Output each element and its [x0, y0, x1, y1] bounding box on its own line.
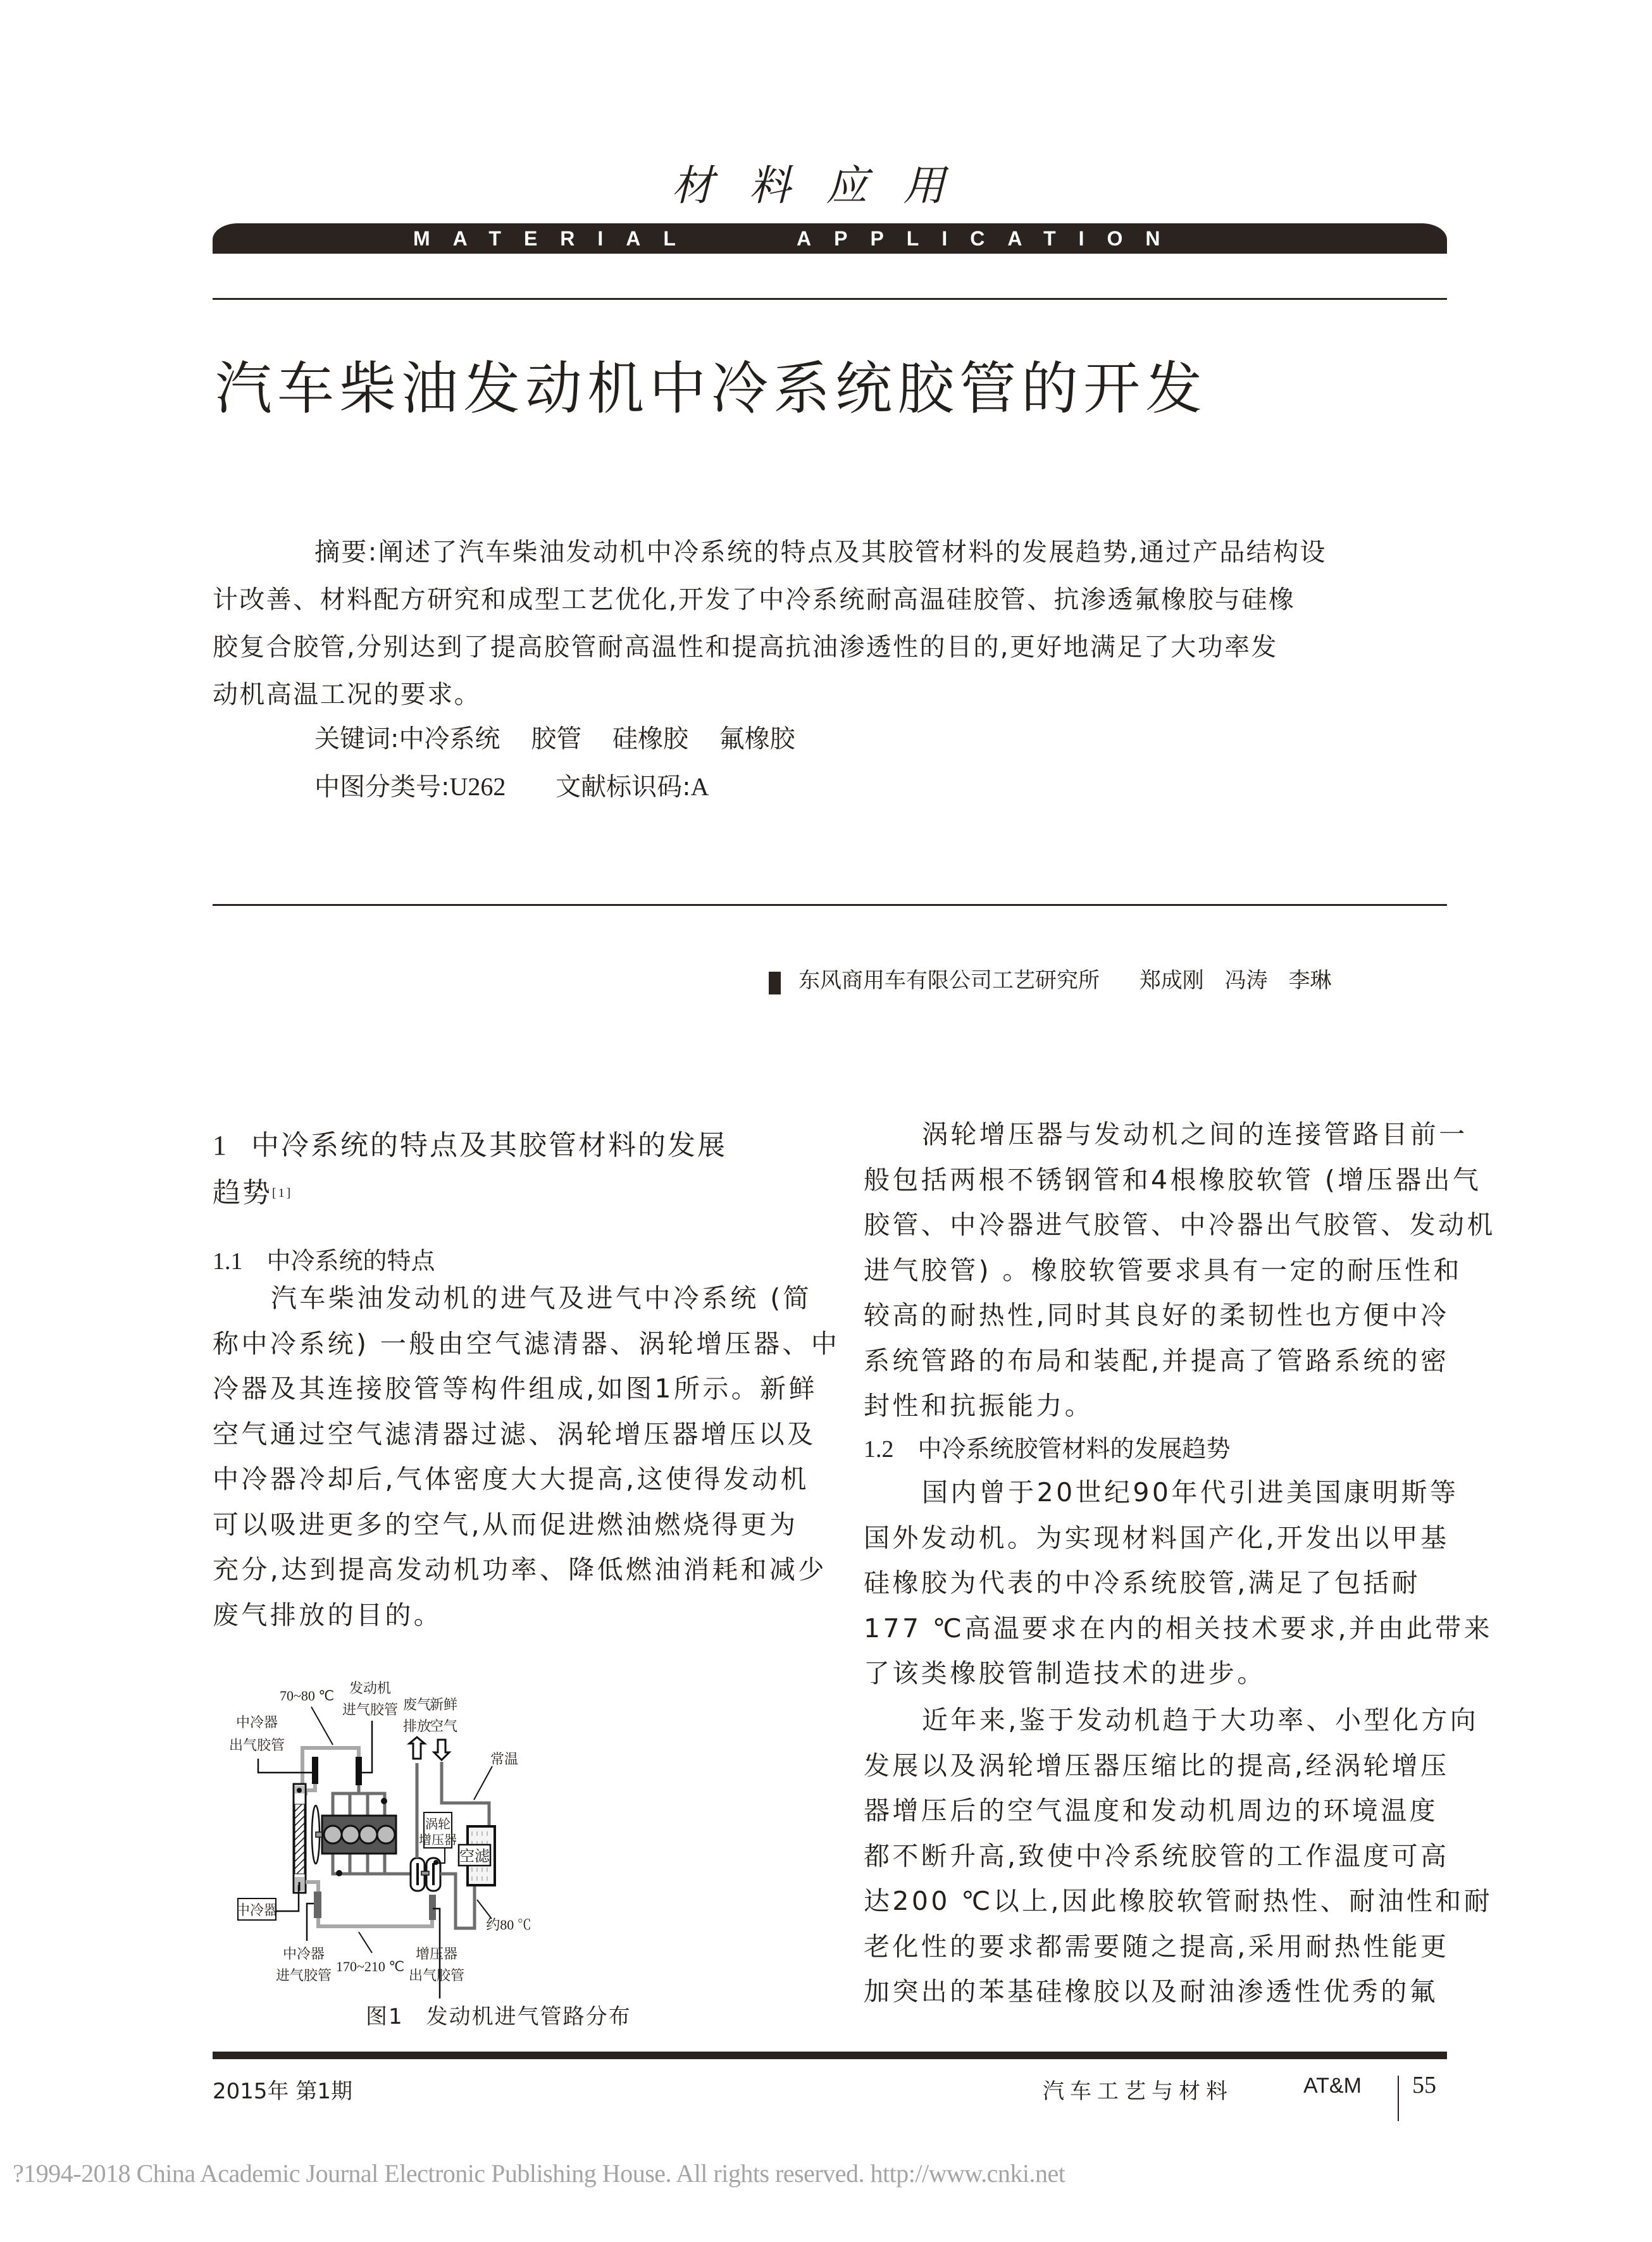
paragraph-line: 中冷器冷却后,气体密度大大提高,这使得发动机	[213, 1464, 809, 1494]
air-filter-label: 空滤	[459, 1847, 490, 1865]
ic-inlet-hose-label: 进气胶管	[275, 1968, 332, 1984]
cylinder	[324, 1826, 342, 1843]
paragraph-line: 废气排放的目的。	[213, 1599, 443, 1630]
fresh-air-label: 新鲜	[429, 1697, 458, 1713]
booster-outlet-hose	[429, 1895, 436, 1920]
section-title: 中冷系统的特点及其胶管材料的发展	[251, 1129, 727, 1161]
paragraph-line: 都不断升高,致使中冷系统胶管的工作温度可高	[864, 1840, 1450, 1871]
paragraph	[864, 1112, 1496, 1429]
paragraph-line: 器增压后的空气温度和发动机周边的环境温度	[864, 1795, 1438, 1826]
paragraph-line: 国外发动机。为实现材料国产化,开发出以甲基	[864, 1522, 1450, 1553]
paragraph-line: 了该类橡胶管制造技术的进步。	[864, 1658, 1266, 1688]
paragraph-line: 充分,达到提高发动机功率、降低燃油消耗和减少	[213, 1554, 827, 1585]
subsection-1-2-heading	[864, 1430, 1231, 1468]
journal-name-en: AT&M	[1303, 2074, 1362, 2098]
abstract-line: 胶复合胶管,分别达到了提高胶管耐高温性和提高抗油渗透性的目的,更好地满足了大功率发	[213, 633, 1278, 662]
author: 李琳	[1288, 968, 1332, 993]
exhaust-label: 废气	[402, 1697, 432, 1713]
paragraph-line: 冷器及其连接胶管等构件组成,如图1所示。新鲜	[213, 1373, 817, 1404]
subsection-number: 1.1	[213, 1248, 243, 1275]
temp-label-80: 约80 ℃	[486, 1917, 531, 1933]
ic-inlet-hose	[314, 1892, 321, 1918]
paragraph-line: 发展以及涡轮增压器压缩比的提高,经涡轮增压	[864, 1750, 1450, 1781]
doc-code-value: A	[690, 772, 709, 801]
engine-intake-hose-label: 进气胶管	[342, 1702, 399, 1718]
ic-outlet-hose-label: 出气胶管	[228, 1738, 285, 1754]
engine-intake-hose-label: 发动机	[349, 1681, 392, 1697]
subsection-title: 中冷系统胶管材料的发展趋势	[917, 1435, 1231, 1463]
paragraph-line: 近年来,鉴于发动机趋于大功率、小型化方向	[922, 1705, 1479, 1735]
temp-label-bottom: 170~210 ℃	[335, 1959, 405, 1974]
booster-outlet-hose-label: 出气胶管	[408, 1968, 465, 1984]
classification	[314, 763, 709, 811]
turbo-label: 增压器	[419, 1832, 457, 1847]
section-band-label	[213, 223, 1447, 254]
clc-label: 中图分类号:	[314, 772, 450, 802]
subsection-number: 1.2	[864, 1436, 894, 1463]
cylinder	[377, 1826, 395, 1843]
pipe-ic-to-engine	[302, 1748, 359, 1790]
keyword: 胶管	[531, 724, 582, 753]
paragraph-line: 进气胶管) 。橡胶软管要求具有一定的耐压性和	[864, 1254, 1462, 1285]
paragraph-line: 系统管路的布局和装配,并提高了管路系统的密	[864, 1345, 1450, 1376]
ambient-temp-label: 常温	[490, 1752, 519, 1768]
ic-outlet-hose-label: 中冷器	[235, 1715, 278, 1731]
paragraph-line: 加突出的苯基硅橡胶以及耐油渗透性优秀的氟	[864, 1976, 1438, 2007]
doc-code-label: 文献标识码:	[556, 772, 691, 802]
figure-1-diagram	[228, 1670, 823, 1999]
article-title: 汽车柴油发动机中冷系统胶管的开发	[215, 356, 1207, 422]
paragraph-line: 老化性的要求都需要随之提高,采用耐热性能更	[864, 1931, 1450, 1962]
header-rule	[213, 298, 1447, 300]
temp-label-top: 70~80 ℃	[279, 1688, 335, 1704]
paragraph-line: 较高的耐热性,同时其良好的柔韧性也方便中冷	[864, 1300, 1450, 1330]
copyright-watermark: ?1994-2018 China Academic Journal Electronic Publishing House. All rights reserved. http://www.cnki.net	[13, 2159, 1065, 2188]
paragraph-line: 硅橡胶为代表的中冷系统胶管,满足了包括耐	[864, 1568, 1421, 1598]
exhaust-manifold	[333, 1854, 418, 1874]
footer-bar	[213, 2052, 1447, 2059]
fresh-air-label: 空气	[429, 1719, 458, 1735]
band-word-material: MATERIAL	[413, 227, 699, 250]
paragraph-line: 称中冷系统) 一般由空气滤清器、涡轮增压器、中	[213, 1328, 840, 1359]
cylinder	[342, 1826, 359, 1843]
paragraph-line: 国内曾于20世纪90年代引进美国康明斯等	[922, 1477, 1459, 1508]
paragraph-line: 空气通过空气滤清器过滤、涡轮增压器增压以及	[213, 1418, 816, 1449]
page-number: 55	[1412, 2072, 1436, 2098]
ic-outlet-hose	[312, 1757, 318, 1784]
section-title-cont: 趋势	[213, 1177, 272, 1209]
affiliation-marker	[769, 972, 781, 994]
keyword: 中冷系统	[399, 724, 500, 753]
footer-divider	[1398, 2076, 1399, 2121]
exhaust-arrow-icon	[409, 1737, 425, 1759]
keywords-label: 关键词:	[314, 724, 399, 753]
paragraph	[864, 1470, 1493, 1697]
paragraph-line: 达200 ℃以上,因此橡胶软管耐热性、耐油性和耐	[864, 1886, 1493, 1916]
keyword: 氟橡胶	[719, 724, 795, 753]
reference-mark: [1]	[272, 1186, 293, 1200]
section-number: 1	[213, 1130, 228, 1161]
author: 冯涛	[1224, 968, 1268, 993]
cylinder	[359, 1826, 377, 1843]
issue-label: 2015年 第1期	[213, 2079, 352, 2104]
paragraph-line: 可以吸进更多的空气,从而促进燃油燃烧得更为	[213, 1509, 798, 1540]
affiliation	[798, 962, 1331, 1000]
abstract-rule	[213, 904, 1447, 906]
abstract-line: 摘要:阐述了汽车柴油发动机中冷系统的特点及其胶管材料的发展趋势,通过产品结构设	[314, 538, 1327, 567]
section-1-heading	[213, 1123, 727, 1168]
booster-outlet-hose-label: 增压器	[415, 1947, 458, 1962]
paragraph	[213, 1276, 840, 1638]
exhaust-label: 排放	[402, 1719, 432, 1735]
paragraph-line: 177 ℃高温要求在内的相关技术要求,并由此带来	[864, 1613, 1493, 1644]
fresh-air-arrow-icon	[434, 1740, 449, 1760]
subsection-title: 中冷系统的特点	[266, 1247, 435, 1275]
paragraph-line: 封性和抗振能力。	[864, 1390, 1094, 1421]
paragraph-line: 胶管、中冷器进气胶管、中冷器出气胶管、发动机	[864, 1210, 1496, 1240]
affiliation-name: 东风商用车有限公司工艺研究所	[798, 968, 1100, 993]
intercooler-label: 中冷器	[235, 1903, 278, 1919]
turbo-label: 涡轮	[425, 1816, 450, 1831]
journal-name-cn: 汽车工艺与材料	[1043, 2079, 1233, 2104]
section-heading-cn: 材料应用	[671, 161, 981, 210]
keyword: 硅橡胶	[612, 724, 688, 753]
subsection-1-1-heading	[213, 1242, 435, 1280]
intake-manifold	[333, 1793, 385, 1817]
band-word-application: APPLICATION	[797, 227, 1183, 250]
paragraph-line: 般包括两根不锈钢管和4根橡胶软管 (增压器出气	[864, 1164, 1482, 1195]
figure-caption: 图1 发动机进气管路分布	[366, 2004, 631, 2029]
ic-inlet-hose-label: 中冷器	[282, 1947, 325, 1962]
engine-intake-hose	[356, 1757, 362, 1785]
paragraph-line: 涡轮增压器与发动机之间的连接管路目前一	[922, 1119, 1468, 1149]
paragraph	[864, 1698, 1493, 2015]
abstract-line: 动机高温工况的要求。	[213, 680, 481, 709]
author: 郑成刚	[1139, 968, 1204, 993]
clc-value: U262	[449, 772, 506, 801]
keywords	[314, 715, 795, 763]
paragraph-line: 汽车柴油发动机的进气及进气中冷系统 (简	[271, 1283, 812, 1313]
section-1-heading-cont	[213, 1170, 292, 1216]
abstract-line: 计改善、材料配方研究和成型工艺优化,开发了中冷系统耐高温硅胶管、抗渗透氟橡胶与硅橡	[213, 585, 1296, 614]
